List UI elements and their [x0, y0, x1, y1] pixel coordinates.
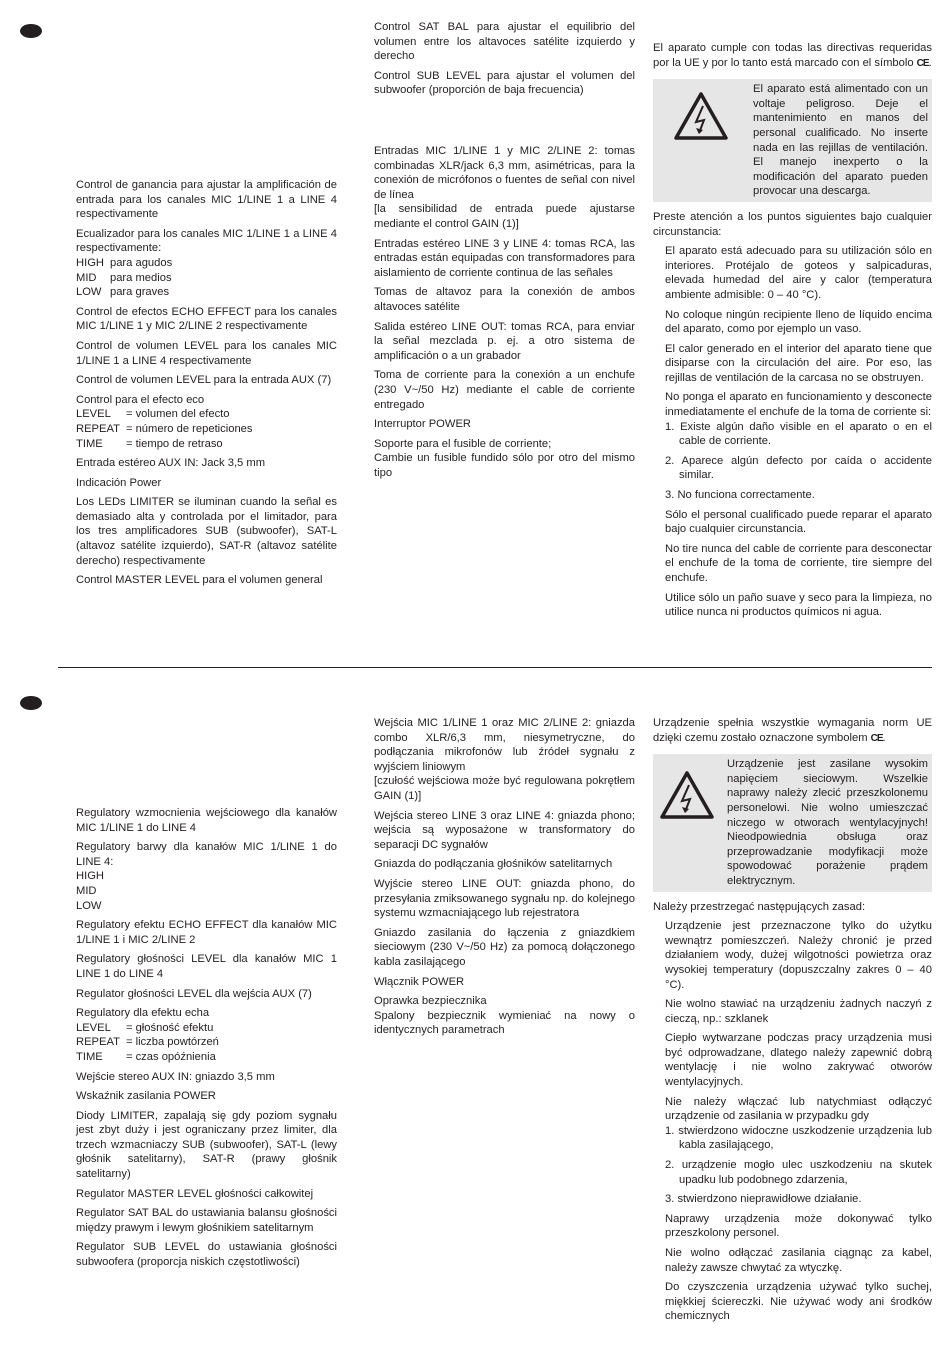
control-group-title: Ecualizador para los canales MIC 1/LINE 1 a LINE 4 respectivamente: [76, 227, 337, 255]
control-meaning: = liczba powtórzeń [125, 1036, 219, 1049]
control-group-title: Control para el efecto eco [76, 393, 205, 406]
es-safety-item: El aparato está adecuado para su utilización sólo en interiores. Protéjalo de goteos y salpicaduras, elevada humedad del aire y calor (temperatura ambiente admisible: 0 – 40 °C). [665, 245, 932, 301]
pl-ce-notice: Urządzenie spełnia wszystkie wymagania norm UE dzięki czemu zostało oznaczone symbolem CE. [653, 717, 932, 744]
pl-safety-item: Do czyszczenia urządzenia używać tylko suchej, miękkiej ściereczki. Nie używać wody ani środków chemicznych [665, 1281, 932, 1323]
control-label: REPEAT [76, 422, 120, 435]
high-voltage-warning-icon [659, 770, 715, 820]
high-voltage-warning-icon [673, 91, 729, 141]
connection-description: Wyjście stereo LINE OUT: gniazda phono, do przesyłania zmiksowanego sygnału np. do kolejnego systemu wzmacniającego lub rejestratora [374, 877, 635, 920]
es-safety-item: El calor generado en el interior del aparato tiene que disiparse con la circulación del aire. Por eso, las rejillas de ventilación de la carcasa no se obstruyen. [665, 342, 932, 384]
control-label: REPEAT [76, 1036, 120, 1049]
connection-description: Interruptor POWER [374, 418, 471, 431]
es-condition-item: 3. No funciona correctamente. [665, 489, 815, 502]
es-condition-list [665, 420, 932, 503]
control-description: Entrada estéreo AUX IN: Jack 3,5 mm [76, 457, 266, 470]
control-description: Control de efectos ECHO EFFECT para los canales MIC 1/LINE 1 y MIC 2/LINE 2 respectivamente [76, 305, 337, 333]
control-meaning: = volumen del efecto [125, 408, 230, 421]
section-divider [58, 667, 932, 668]
control-group-title: Regulatory dla efektu echa [76, 1007, 210, 1020]
pl-connections-column [374, 716, 635, 1043]
connection-description: Gniazda do podłączania głośników satelitarnych [374, 858, 613, 871]
ce-mark: CE [870, 732, 883, 744]
pl-controls-column [76, 806, 337, 1275]
es-safety-item-text: No ponga el aparato en funcionamiento y desconecte inmediatamente el enchufe de la toma de corriente si: [665, 391, 932, 419]
control-group [76, 1006, 337, 1064]
pl-safety-item-text: Nie należy włączać lub natychmiast odłączyć urządzenie od zasilania w przypadku gdy [665, 1095, 932, 1123]
es-safety-item: Utilice sólo un paño suave y seco para la limpieza, no utilice nunca ni productos químicos ni agua. [665, 591, 932, 619]
pl-condition-item: 1. stwierdzono widoczne uszkodzenie urządzenia lub kabla zasilającego, [665, 1124, 932, 1152]
control-label: MID [76, 271, 97, 284]
connection-description: Salida estéreo LINE OUT: tomas RCA, para enviar la señal mezclada p. ej. a otro sistema de amplificación o a un grabador [374, 320, 635, 362]
control-description: Diody LIMITER, zapalają się gdy poziom sygnału jest zbyt duży i jest ograniczany przez limiter, dla trzech wzmacniaczy SUB (subwoofer), SAT-L (lewy głośnik satelitarny), SAT-R (prawy głośnik satelitarny) [76, 1109, 337, 1181]
connection-description: Entradas estéreo LINE 3 y LINE 4: tomas RCA, las entradas están equipadas con transformadores para aislamiento de corriente continua de las señales [374, 237, 635, 279]
control-description: Wskaźnik zasilania POWER [76, 1090, 216, 1103]
es-safety-item [665, 390, 932, 536]
control-meaning: para agudos [109, 256, 173, 269]
pl-safety-item: Nie wolno stawiać na urządzeniu żadnych naczyń z cieczą, np.: szklanek [665, 998, 932, 1025]
control-description: Regulator głośności LEVEL dla wejścia AUX (7) [76, 987, 312, 1000]
connection-description: Oprawka bezpiecznika Spalony bezpiecznik wymieniać na nowy o identycznych parametrach [374, 995, 635, 1037]
control-description: Control MASTER LEVEL para el volumen general [76, 574, 323, 587]
control-description: Regulatory głośności LEVEL dla kanałów MIC 1 LINE 1 do LINE 4 [76, 953, 337, 980]
es-safety-item: No tire nunca del cable de corriente para desconectar el enchufe de la toma de corriente, tire siempre del enchufe. [665, 542, 932, 584]
connection-description: Wejścia stereo LINE 3 oraz LINE 4: gniazda phono; wejścia są wyposażone w transformatory do separacji DC sygnałów [374, 809, 635, 851]
control-meaning: para medios [109, 271, 172, 284]
control-group [76, 227, 337, 300]
es-condition-item: 2. Aparece algún defecto por caída o accidente similar. [665, 454, 932, 482]
control-group [76, 840, 337, 913]
control-label: TIME [76, 1050, 103, 1063]
control-table [76, 407, 337, 451]
control-table [76, 1021, 337, 1065]
pl-safety-item: Ciepło wytwarzane podczas pracy urządzenia musi być odprowadzane, dlatego należy zapewnić dobrą wentylację i nie wolno zakrywać otworów wentylacyjnych. [665, 1032, 932, 1089]
control-description: Wejście stereo AUX IN: gniazdo 3,5 mm [76, 1070, 275, 1083]
es-controls-column-continued [374, 20, 635, 103]
control-label: HIGH [76, 870, 104, 883]
pl-condition-list [665, 1124, 932, 1207]
es-connections-column [374, 144, 635, 485]
control-meaning: = tiempo de retraso [125, 437, 223, 450]
control-description: Control de volumen LEVEL para los canales MIC 1/LINE 1 a LINE 4 respectivamente [76, 339, 337, 367]
pl-condition-item: 3. stwierdzono nieprawidłowe działanie. [665, 1193, 862, 1206]
control-label: LOW [76, 286, 102, 299]
es-safety-list [665, 244, 932, 620]
control-label: LOW [76, 899, 102, 912]
control-group-title: Regulatory barwy dla kanałów MIC 1/LINE 1 do LINE 4: [76, 841, 337, 868]
es-safety-item-text: Sólo el personal cualificado puede reparar el aparato bajo cualquier circunstancia. [665, 508, 932, 536]
es-controls-column [76, 178, 337, 593]
pl-warning-text: Urządzenie jest zasilane wysokim napięciem sieciowym. Wszelkie naprawy należy zlecić przeszkolonemu personelowi. Nie wolno umieszczać niczego w otworach wentylacyjnych! Nieodpowiednia obsługa oraz przeprowadzanie modyfikacji może spowodować porażenie prądem elektrycznym. [727, 758, 928, 887]
connection-description: Tomas de altavoz para la conexión de ambos altavoces satélite [374, 286, 635, 313]
control-meaning: = número de repeticiones [125, 422, 253, 435]
pl-condition-item: 2. urządzenie mogło ulec uszkodzeniu na skutek upadku lub podobnego zdarzenia, [665, 1159, 932, 1186]
pl-safety-item: Urządzenie jest przeznaczone tylko do użytku wewnątrz pomieszczeń. Należy chronić je przed działaniem wody, dużej wilgotności powietrza oraz wysokiej temperatury (dopuszczalny zakres 0 – 40 °C). [665, 920, 932, 991]
es-warning-text: El aparato está alimentado con un voltaje peligroso. Deje el mantenimiento en manos del personal cualificado. No inserte nada en las rejillas de ventilación. El manejo inexperto o la modificación del aparato pueden provocar una descarga. [753, 83, 928, 198]
ce-mark: CE [916, 57, 929, 69]
control-description: Los LEDs LIMITER se iluminan cuando la señal es demasiado alta y controlada por el limitador, para los tres amplificadores SUB (subwoofer), SAT-L (altavoz satélite izquierdo), SAT-R (altavoz satélite derecho) respectivamente [76, 496, 337, 567]
pl-safety-column [653, 716, 932, 1329]
control-label: LEVEL [76, 408, 111, 421]
control-description: Regulatory wzmocnienia wejściowego dla kanałów MIC 1/LINE 1 do LINE 4 [76, 807, 337, 834]
control-description: Control de ganancia para ajustar la amplificación de entrada para los canales MIC 1/LINE 1 a LINE 4 respectivamente [76, 179, 337, 221]
control-description: Control SUB LEVEL para ajustar el volumen del subwoofer (proporción de baja frecuencia) [374, 69, 635, 97]
section-marker-dot [20, 24, 42, 38]
pl-warning-box [653, 754, 932, 891]
control-meaning: para graves [109, 286, 170, 299]
connection-description: Soporte para el fusible de corriente; Cambie un fusible fundido sólo por otro del mismo tipo [374, 437, 635, 479]
control-meaning: = czas opóźnienia [125, 1050, 216, 1063]
control-description: Regulator SUB LEVEL do ustawiania głośności subwoofera (proporcja niskich częstotliwości) [76, 1241, 337, 1269]
control-description: Regulator MASTER LEVEL głośności całkowitej [76, 1187, 314, 1200]
control-table [76, 256, 337, 300]
control-description: Regulatory efektu ECHO EFFECT dla kanałów MIC 1/LINE 1 i MIC 2/LINE 2 [76, 919, 337, 946]
connection-description: Włącznik POWER [374, 975, 465, 988]
es-safety-column [653, 41, 932, 625]
control-label: MID [76, 884, 97, 897]
control-group [76, 393, 337, 451]
control-description: Regulator SAT BAL do ustawiania balansu głośności między prawym i lewym głośnikiem satelitarnym [76, 1207, 337, 1234]
connection-description: Gniazdo zasilania do łączenia z gniazdkiem sieciowym (230 V~/50 Hz) za pomocą dołączonego kabla zasilającego [374, 926, 635, 968]
control-meaning: = głośność efektu [125, 1021, 214, 1034]
pl-safety-item-text: Naprawy urządzenia może dokonywać tylko przeszkolony personel. [665, 1212, 932, 1240]
control-description: Control SAT BAL para ajustar el equilibrio del volumen entre los altavoces satélite izquierdo y derecho [374, 21, 635, 63]
pl-safety-item [665, 1095, 932, 1241]
es-ce-notice: El aparato cumple con todas las directivas requeridas por la UE y por lo tanto está marcado con el símbolo CE. [653, 42, 932, 69]
es-safety-item: No coloque ningún recipiente lleno de líquido encima del aparato, como por ejemplo un vaso. [665, 308, 932, 336]
control-description: Indicación Power [76, 476, 162, 489]
control-description: Control de volumen LEVEL para la entrada AUX (7) [76, 374, 332, 387]
pl-attention: Należy przestrzegać następujących zasad: [653, 900, 866, 913]
connection-description: Entradas MIC 1/LINE 1 y MIC 2/LINE 2: tomas combinadas XLR/jack 6,3 mm, asimétricas, para la conexión de micrófonos o fuentes de señal con nivel de línea [la sensibilidad de entrada puede ajustarse mediante el control GAIN (1)] [374, 145, 635, 230]
section-marker-dot [20, 696, 42, 710]
connection-description: Wejścia MIC 1/LINE 1 oraz MIC 2/LINE 2: gniazda combo XLR/6,3 mm, niesymetryczne, do podłączania mikrofonów lub źródeł sygnału z wyjściem liniowym [czułość wejściowa może być regulowana pokrętłem GAIN (1)] [374, 717, 635, 802]
control-label: TIME [76, 437, 103, 450]
control-label: LEVEL [76, 1021, 111, 1034]
es-condition-item: 1. Existe algún daño visible en el aparato o en el cable de corriente. [665, 420, 932, 448]
pl-safety-list [665, 919, 932, 1324]
es-attention: Preste atención a los puntos siguientes bajo cualquier circunstancia: [653, 210, 932, 238]
pl-safety-item: Nie wolno odłączać zasilania ciągnąc za kabel, należy zawsze chwytać za wtyczkę. [665, 1247, 932, 1274]
control-label: HIGH [76, 256, 104, 269]
es-warning-box [653, 79, 932, 202]
connection-description: Toma de corriente para la conexión a un enchufe (230 V~/50 Hz) mediante el cable de corriente entregado [374, 369, 635, 411]
